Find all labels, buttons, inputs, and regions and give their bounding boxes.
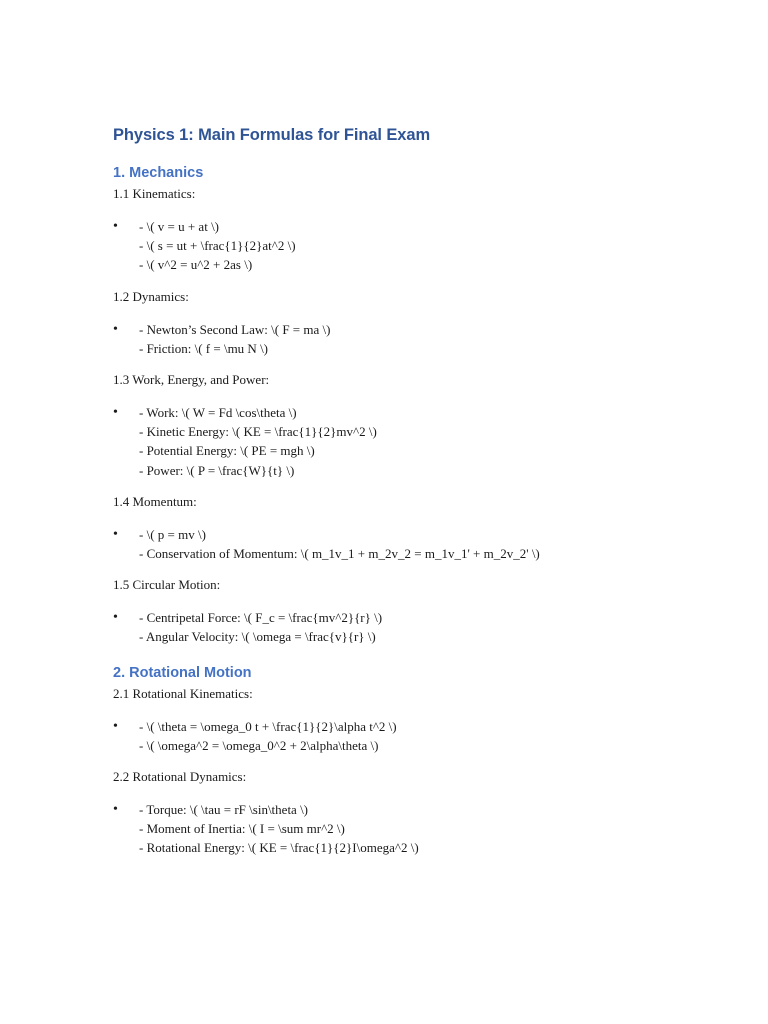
- subsection-label-dynamics: 1.2 Dynamics:: [113, 288, 189, 304]
- bullet-icon: •: [113, 802, 118, 818]
- bullet-icon: •: [113, 718, 118, 734]
- subsection-label-work-energy-power: 1.3 Work, Energy, and Power:: [113, 372, 270, 388]
- formula-line: - Power: \( P = \frac{W}{t} \): [139, 462, 295, 478]
- subsection-label-circular-motion: 1.5 Circular Motion:: [113, 577, 221, 593]
- formula-line: - Newton’s Second Law: \( F = ma \): [139, 321, 331, 337]
- bullet-icon: •: [113, 526, 118, 542]
- formula-line: - \( p = mv \): [139, 526, 206, 542]
- formula-line: - Torque: \( \tau = rF \sin\theta \): [139, 802, 309, 818]
- formula-list-dynamics: [113, 320, 713, 358]
- formula-line: - Friction: \( f = \mu N \): [139, 340, 269, 356]
- formula-line: - Potential Energy: \( PE = mgh \): [139, 443, 315, 459]
- bullet-icon: •: [113, 405, 118, 421]
- formula-line: - Kinetic Energy: \( KE = \frac{1}{2}mv^2 \): [139, 424, 377, 440]
- formula-line: - Rotational Energy: \( KE = \frac{1}{2}I\omega^2 \): [139, 840, 419, 856]
- section-heading-mechanics: 1. Mechanics: [113, 165, 204, 181]
- formula-list-momentum: [113, 525, 713, 563]
- formula-line: - Work: \( W = Fd \cos\theta \): [139, 405, 297, 421]
- formula-list-circular-motion: [113, 608, 713, 646]
- bullet-icon: •: [113, 321, 118, 337]
- formula-list-work-energy-power: [113, 403, 713, 480]
- formula-line: - \( \theta = \omega_0 t + \frac{1}{2}\alpha t^2 \): [139, 718, 397, 734]
- formula-list-rotational-kinematics: [113, 717, 713, 755]
- bullet-icon: •: [113, 610, 118, 626]
- formula-line: - Conservation of Momentum: \( m_1v_1 + m_2v_2 = m_1v_1' + m_2v_2' \): [139, 546, 540, 562]
- document-title: Physics 1: Main Formulas for Final Exam: [113, 126, 431, 144]
- formula-line: - Centripetal Force: \( F_c = \frac{mv^2}{r} \): [139, 610, 383, 626]
- formula-line: - \( v^2 = u^2 + 2as \): [139, 257, 253, 273]
- subsection-label-rotational-dynamics: 2.2 Rotational Dynamics:: [113, 769, 247, 785]
- section-heading-rotational-motion: 2. Rotational Motion: [113, 664, 252, 681]
- formula-list-rotational-dynamics: [113, 800, 713, 858]
- bullet-icon: •: [113, 219, 118, 234]
- formula-line: - \( s = ut + \frac{1}{2}at^2 \): [139, 238, 296, 254]
- formula-line: - \( v = u + at \): [139, 219, 220, 234]
- formula-line: - \( \omega^2 = \omega_0^2 + 2\alpha\theta \): [139, 737, 379, 753]
- document-page: [113, 123, 713, 871]
- subsection-label-momentum: 1.4 Momentum:: [113, 493, 197, 509]
- formula-line: - Angular Velocity: \( \omega = \frac{v}{r} \): [139, 629, 376, 645]
- formula-list-kinematics: [113, 217, 713, 275]
- subsection-label-kinematics: 1.1 Kinematics:: [113, 186, 196, 201]
- subsection-label-rotational-kinematics: 2.1 Rotational Kinematics:: [113, 685, 253, 701]
- formula-line: - Moment of Inertia: \( I = \sum mr^2 \): [139, 821, 345, 837]
